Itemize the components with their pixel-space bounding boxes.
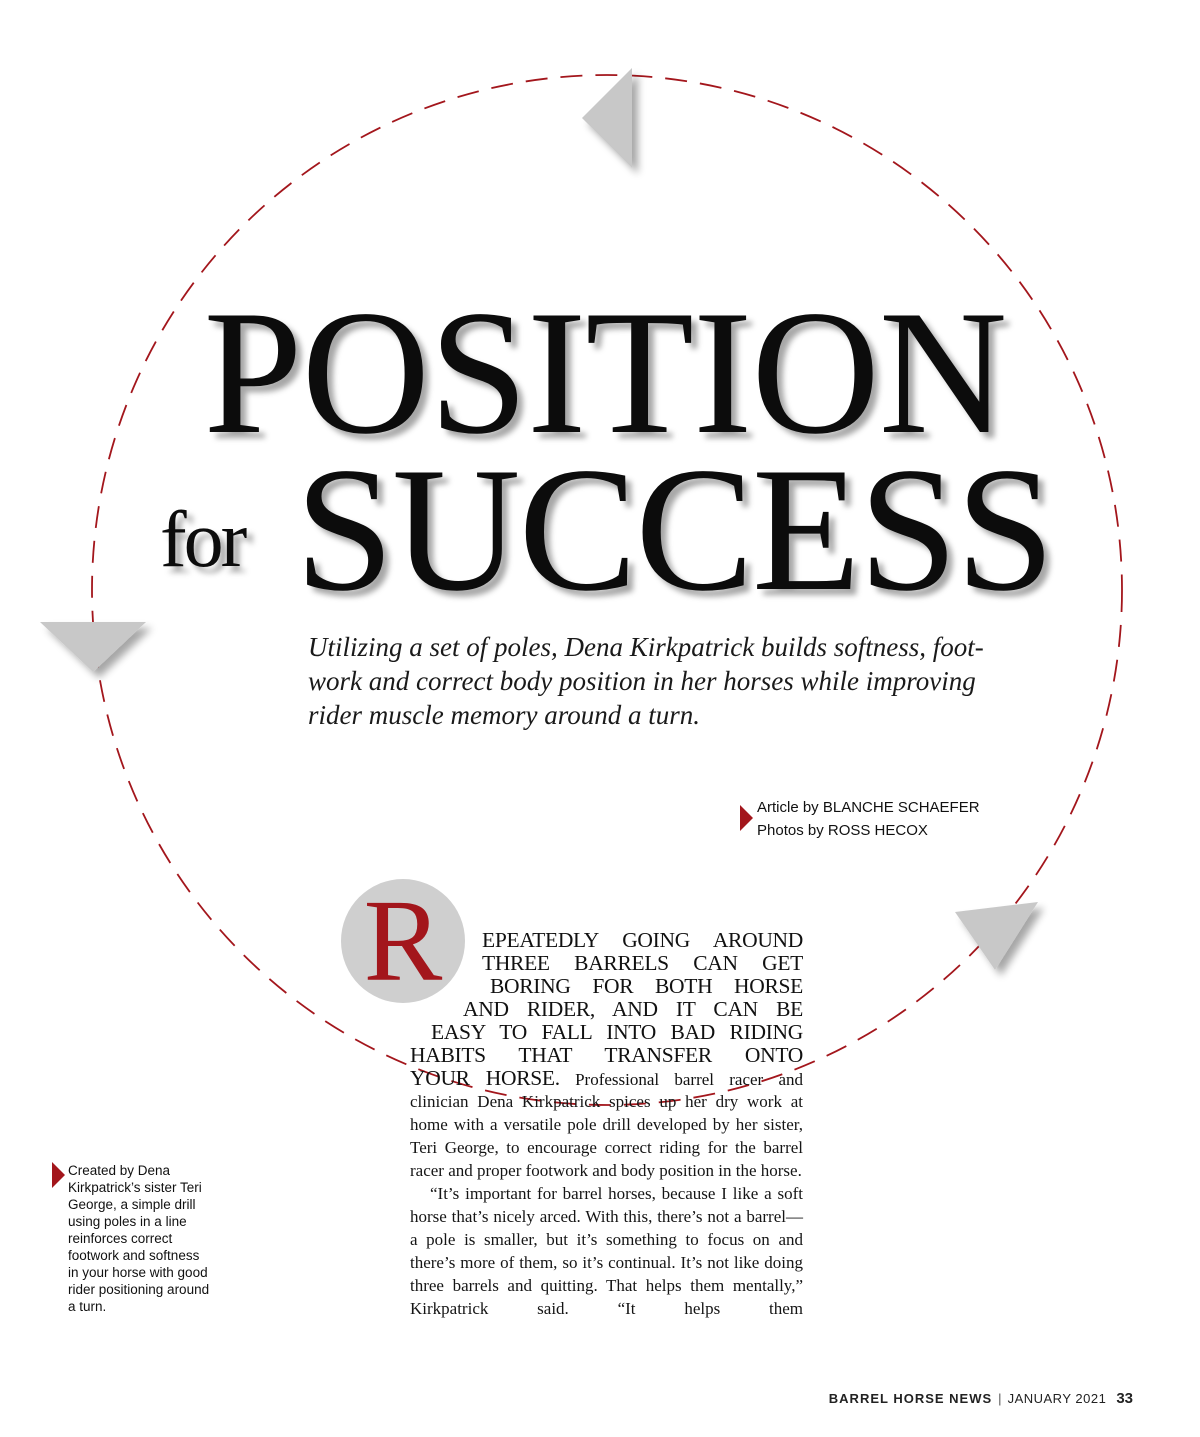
article-credit: Article by BLANCHE SCHAEFER xyxy=(757,799,980,816)
photo-caption xyxy=(52,1162,212,1315)
lead-line: EPEATEDLY GOING AROUND xyxy=(482,928,803,952)
page-footer xyxy=(829,1390,1133,1407)
lead-line: AND RIDER, AND IT CAN BE xyxy=(463,997,803,1021)
title-position: POSITION xyxy=(203,273,1007,471)
lead-rest: Professional barrel racer and xyxy=(559,1070,804,1089)
caption-text: Created by Dena Kirkpatrick’s sister Teri George, a simple drill using poles in a line reinforces correct footwork and softness in your horse with good rider positioning around a turn. xyxy=(68,1163,210,1314)
title-success: SUCCESS xyxy=(295,430,1053,628)
body-paragraph: “It’s important for barrel horses, because I like a soft horse that’s nicely arced. With this, there’s not a barrel—a pole is smaller, but it’s something to focus on and there’s more of them, so it’s continual. It’s not like doing three barrels and quitting. That helps them mentally,” Kirkpatrick said. “It helps them xyxy=(410,1184,803,1318)
lead-line: EASY TO FALL INTO BAD RIDING xyxy=(431,1020,803,1044)
arrow-top-icon xyxy=(582,68,632,168)
caption-marker-icon xyxy=(52,1162,65,1188)
article-body xyxy=(410,1090,803,1320)
deck-line: rider muscle memory around a turn. xyxy=(308,700,700,730)
byline xyxy=(740,796,980,842)
publication-name: BARREL HORSE NEWS xyxy=(828,1391,993,1406)
lead-line: BORING FOR BOTH HORSE xyxy=(490,974,803,998)
deck-line: Utilizing a set of poles, Dena Kirkpatrick builds softness, foot- xyxy=(308,632,984,662)
photo-credit: Photos by ROSS HECOX xyxy=(757,822,928,839)
lead-caps: YOUR HORSE. xyxy=(410,1066,560,1090)
lead-line-end xyxy=(410,1067,803,1091)
arrow-left-icon xyxy=(40,622,146,672)
arrow-right-icon xyxy=(955,902,1038,970)
footer-separator: | xyxy=(998,1391,1002,1406)
byline-marker-icon xyxy=(740,805,753,831)
page-number: 33 xyxy=(1116,1390,1133,1407)
issue-date: JANUARY 2021 xyxy=(1007,1391,1107,1406)
body-paragraph: clinician Dena Kirkpatrick spices up her dry work at home with a versatile pole drill developed by her sister, Teri George, to encourage correct riding for the barrel racer and proper footwork and body position in the horse. xyxy=(410,1092,803,1180)
dropcap-letter: R xyxy=(363,875,443,1006)
deck-line: work and correct body position in her horses while improving xyxy=(308,666,976,696)
deck-subtitle xyxy=(308,630,993,732)
title-for: for xyxy=(160,496,245,584)
lead-line: THREE BARRELS CAN GET xyxy=(482,951,803,975)
lead-line: HABITS THAT TRANSFER ONTO xyxy=(410,1043,803,1067)
